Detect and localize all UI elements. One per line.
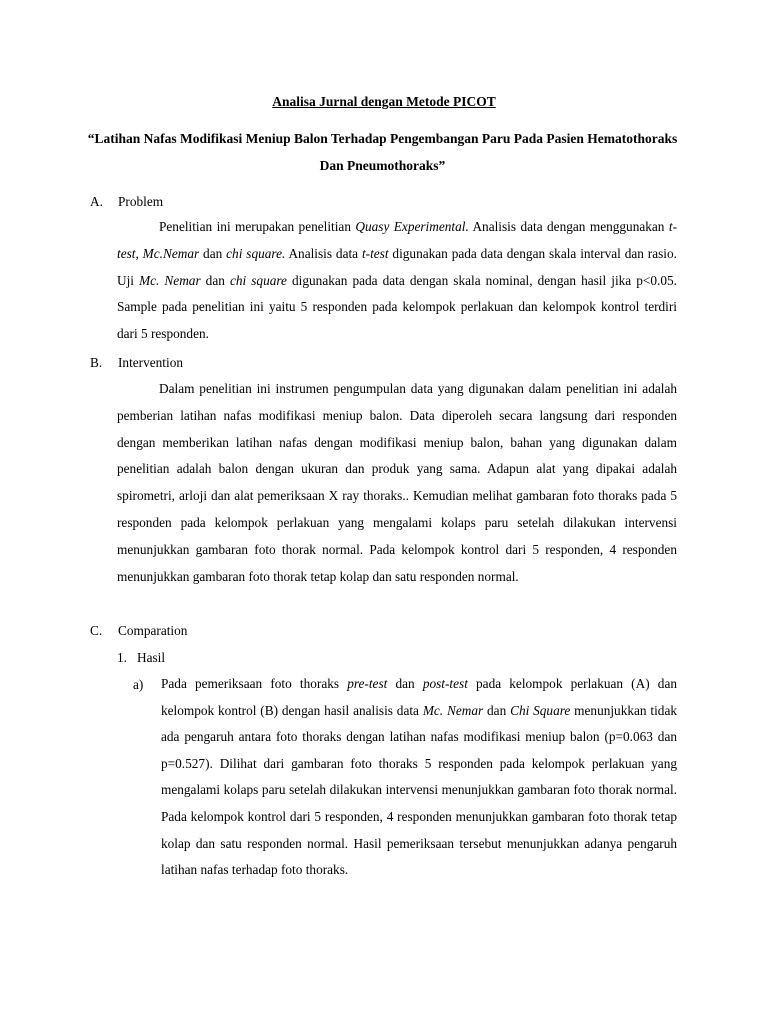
- text-run: Analisis data dengan menggunakan: [468, 219, 669, 234]
- document-title: Analisa Jurnal dengan Metode PICOT: [272, 94, 496, 109]
- subsection-number: 1.: [117, 650, 127, 665]
- italic-term: chi square: [229, 272, 287, 288]
- italic-term: chi square.: [226, 245, 286, 261]
- document-subtitle: “Latihan Nafas Modifikasi Meniup Balon Terhadap Pengembangan Paru Pada Pasien Hematothoraks Dan Pneumothoraks”: [87, 131, 678, 173]
- text-run: Pada pemeriksaan foto thoraks: [161, 676, 348, 691]
- text-run: pada kelompok perlakuan (A) dan kelompok kontrol (B) dengan hasil analisis data: [161, 676, 677, 718]
- item-a-label: a): [133, 677, 144, 692]
- section-a-paragraph: [117, 214, 677, 348]
- section-title: Comparation: [118, 623, 188, 638]
- text-run: dan: [200, 272, 230, 288]
- italic-term: Mc. Nemar: [139, 272, 201, 288]
- text-run: Dalam penelitian ini instrumen pengumpulan data yang digunakan dalam penelitian ini adalah pemberian latihan nafas modifikasi meniup balon. Data diperoleh secara langsung dari responden dengan memberikan latihan nafas dengan modifikasi meniup balon, bahan yang digunakan dalam penelitian adalah balon dengan ukuran dan produk yang sama. Adapun alat yang dipakai adalah spirometri, arloji dan alat pemeriksaan X ray thoraks.. Kemudian melihat gambaran foto thoraks pada 5 responden pada kelompok perlakuan yang mengalami kolaps paru setelah dilakukan intervensi menunjukkan gambaran foto thorak normal. Pada kelompok kontrol dari 5 responden, 4 responden menunjukkan gambaran foto thorak tetap kolap dan satu responden normal.: [117, 381, 677, 584]
- section-letter: A.: [90, 194, 103, 209]
- text-run: digunakan pada data dengan skala interval dan rasio. Uji: [117, 245, 677, 288]
- italic-term: Chi Square: [510, 702, 571, 718]
- italic-term: pre-test: [347, 676, 388, 691]
- section-title: Intervention: [118, 355, 183, 370]
- italic-term: Mc. Nemar: [422, 702, 484, 718]
- text-run: dan: [199, 245, 227, 261]
- italic-term: Quasy Experimental.: [355, 219, 469, 234]
- section-b-paragraph: [117, 376, 677, 590]
- section-letter: C.: [90, 623, 103, 638]
- italic-term: post-test: [422, 676, 468, 691]
- section-title: Problem: [118, 194, 164, 209]
- text-run: Analisis data: [285, 245, 362, 261]
- text-run: digunakan pada data dengan skala nominal, dengan hasil jika p<0.05. Sample pada penelitian ini yaitu 5 responden pada kelompok perlakuan dan kelompok kontrol terdiri dari 5 responden.: [117, 272, 677, 342]
- section-letter: B.: [90, 355, 103, 370]
- item-a-paragraph: [161, 671, 677, 884]
- italic-term: t-test, Mc.Nemar: [117, 219, 677, 261]
- text-run: menunjukkan tidak ada pengaruh antara foto thoraks dengan latihan nafas modifikasi meniup balon (p=0.063 dan p=0.527). Dilihat dari gambaran foto thoraks 5 responden pada kelompok perlakuan yang mengalami kolaps paru setelah dilakukan intervensi menunjukkan gambaran foto thorak normal. Pada kelompok kontrol dari 5 responden, 4 responden menunjukkan gambaran foto thorak tetap kolap dan satu responden normal. Hasil pemeriksaan tersebut menunjukkan adanya pengaruh latihan nafas terhadap foto thoraks.: [161, 702, 677, 878]
- subsection-label: Hasil: [137, 650, 166, 665]
- text-run: dan: [483, 702, 511, 718]
- text-run: dan: [387, 676, 423, 691]
- text-run: Penelitian ini merupakan penelitian: [159, 219, 356, 234]
- italic-term: t-test: [361, 245, 389, 261]
